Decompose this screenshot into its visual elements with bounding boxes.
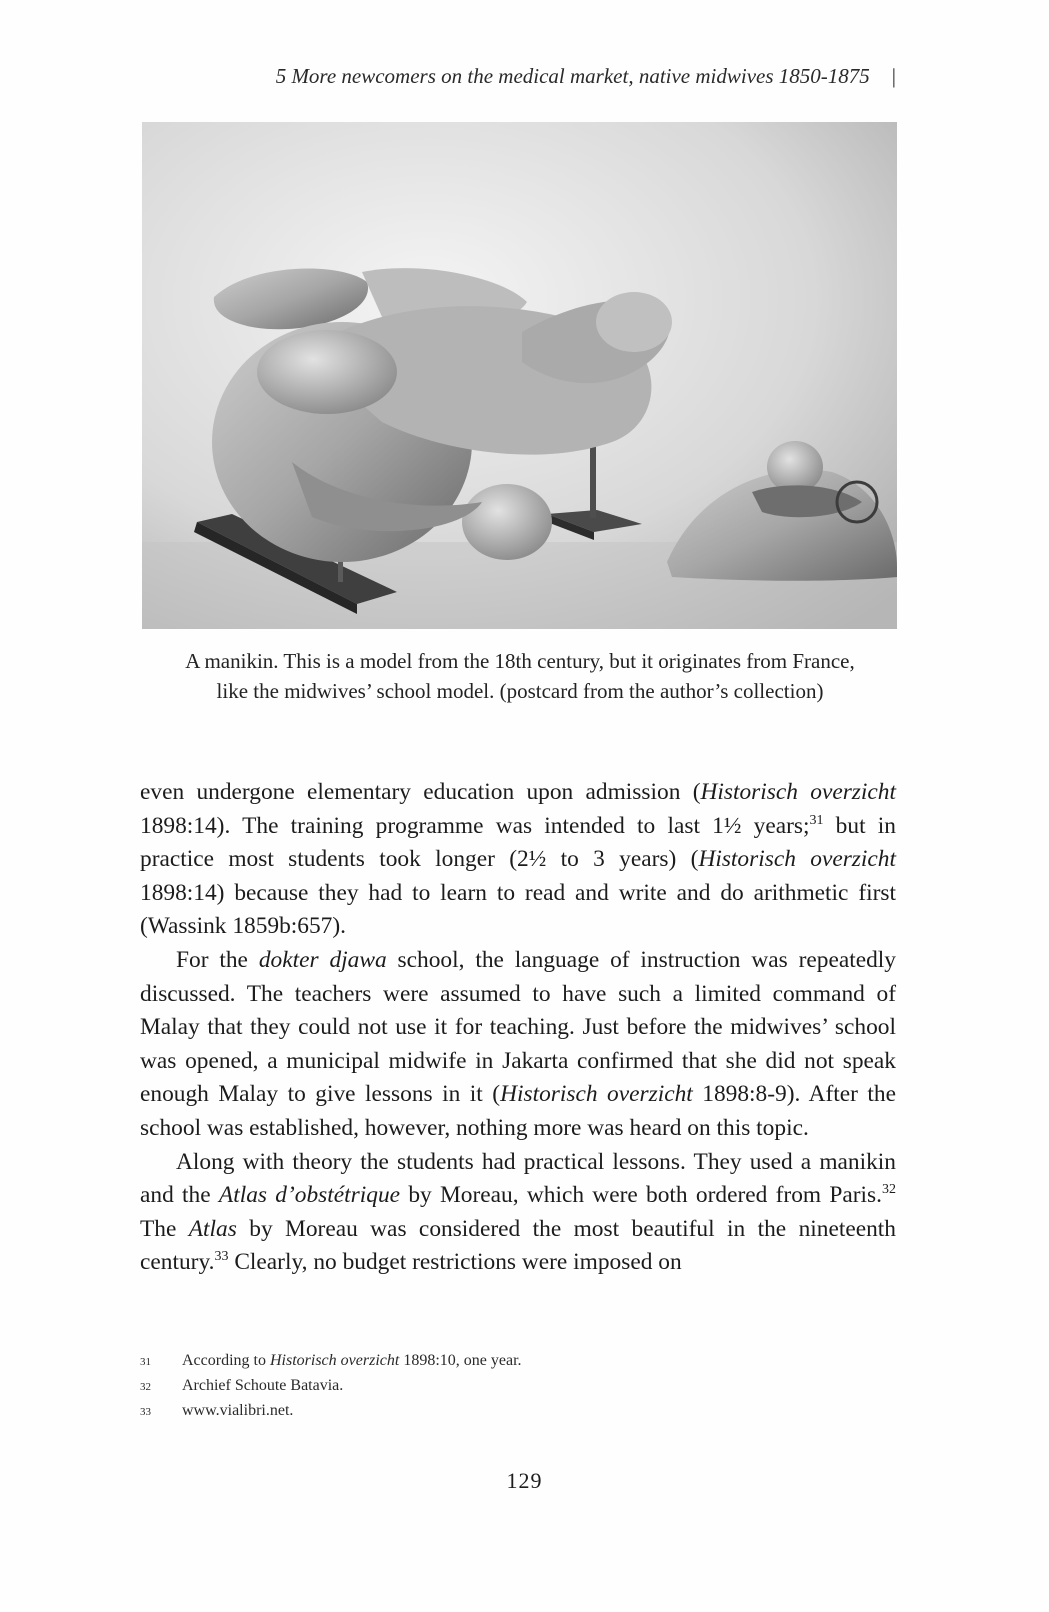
text-run: According to (182, 1352, 270, 1369)
footnote (140, 1402, 896, 1427)
footnote (140, 1377, 896, 1402)
text-run: by Moreau, which were both ordered from Paris. (400, 1182, 882, 1209)
caption-line-2: like the midwives’ school model. (postcard from the author’s collection) (216, 679, 824, 703)
term-italic: dokter djawa (258, 946, 387, 973)
text-run: 1898:14) because they had to learn to read and write and do arithmetic first (Wassink 1859b:657). (140, 879, 896, 940)
text-run: but in practice most students took longer (2½ to 3 years) ( (140, 812, 896, 873)
running-head-text: 5 More newcomers on the medical market, native midwives 1850-1875 (275, 64, 870, 88)
page-number: 129 (506, 1468, 543, 1493)
footnote-ref[interactable]: 33 (214, 1249, 229, 1265)
text-run: even undergone elementary education upon admission ( (140, 779, 701, 805)
text-run: by Moreau was considered the most beautiful in the nineteenth century. (140, 1215, 896, 1276)
footnote-number: 31 (140, 1356, 151, 1368)
text-run: 1898:8-9). After the school was established, however, nothing more was heard on this topic. (140, 1081, 896, 1141)
footnote (140, 1352, 896, 1377)
citation-italic: Historisch overzicht (500, 1081, 693, 1108)
text-run: school, the language of instruction was repeatedly discussed. The teachers were assumed to have such a limited command of Malay that they could not use it for teaching. Just before the midwives’ school was opened, a municipal midwife in Jakarta confirmed that she did not speak enough Malay to give lessons in it ( (140, 946, 897, 1108)
caption-line-1: A manikin. This is a model from the 18th century, but it originates from France, (185, 649, 855, 673)
text-run: 1898:14). The training programme was intended to last 1½ years; (140, 812, 810, 839)
figure-caption (140, 646, 900, 706)
text-run: Along with theory the students had practical lessons. They used a manikin and the (140, 1148, 896, 1209)
citation-italic: Historisch overzicht (698, 846, 896, 873)
paragraph-2 (140, 944, 896, 1146)
text-run: 1898:10, one year. (399, 1352, 522, 1369)
paragraph-1 (140, 776, 896, 944)
text-run: For the (176, 946, 259, 973)
footnote-ref[interactable]: 31 (809, 812, 824, 828)
body-text (140, 776, 896, 1280)
text-run: Archief Schoute Batavia. (182, 1377, 344, 1394)
manikin-photo-icon (142, 122, 897, 629)
title-italic: Atlas d’obstétrique (218, 1182, 401, 1209)
footnote-text (182, 1377, 343, 1395)
citation-italic: Historisch overzicht (269, 1352, 400, 1369)
citation-italic: Historisch overzicht (700, 779, 896, 805)
footnote-number: 33 (140, 1406, 151, 1418)
footnote-text[interactable] (182, 1402, 293, 1420)
footnotes (140, 1352, 896, 1427)
text-run: The (140, 1215, 189, 1242)
footnote-text (182, 1352, 522, 1370)
text-run[interactable]: www.vialibri.net. (182, 1402, 294, 1419)
figure-manikin-photo (142, 122, 897, 629)
running-head-separator: | (891, 64, 896, 88)
running-head (140, 64, 896, 89)
paragraph-3 (140, 1146, 896, 1280)
footnote-ref[interactable]: 32 (882, 1182, 896, 1198)
text-run: Clearly, no budget restrictions were imposed on (228, 1249, 682, 1276)
title-italic: Atlas (188, 1215, 237, 1242)
footnote-number: 32 (140, 1381, 151, 1393)
